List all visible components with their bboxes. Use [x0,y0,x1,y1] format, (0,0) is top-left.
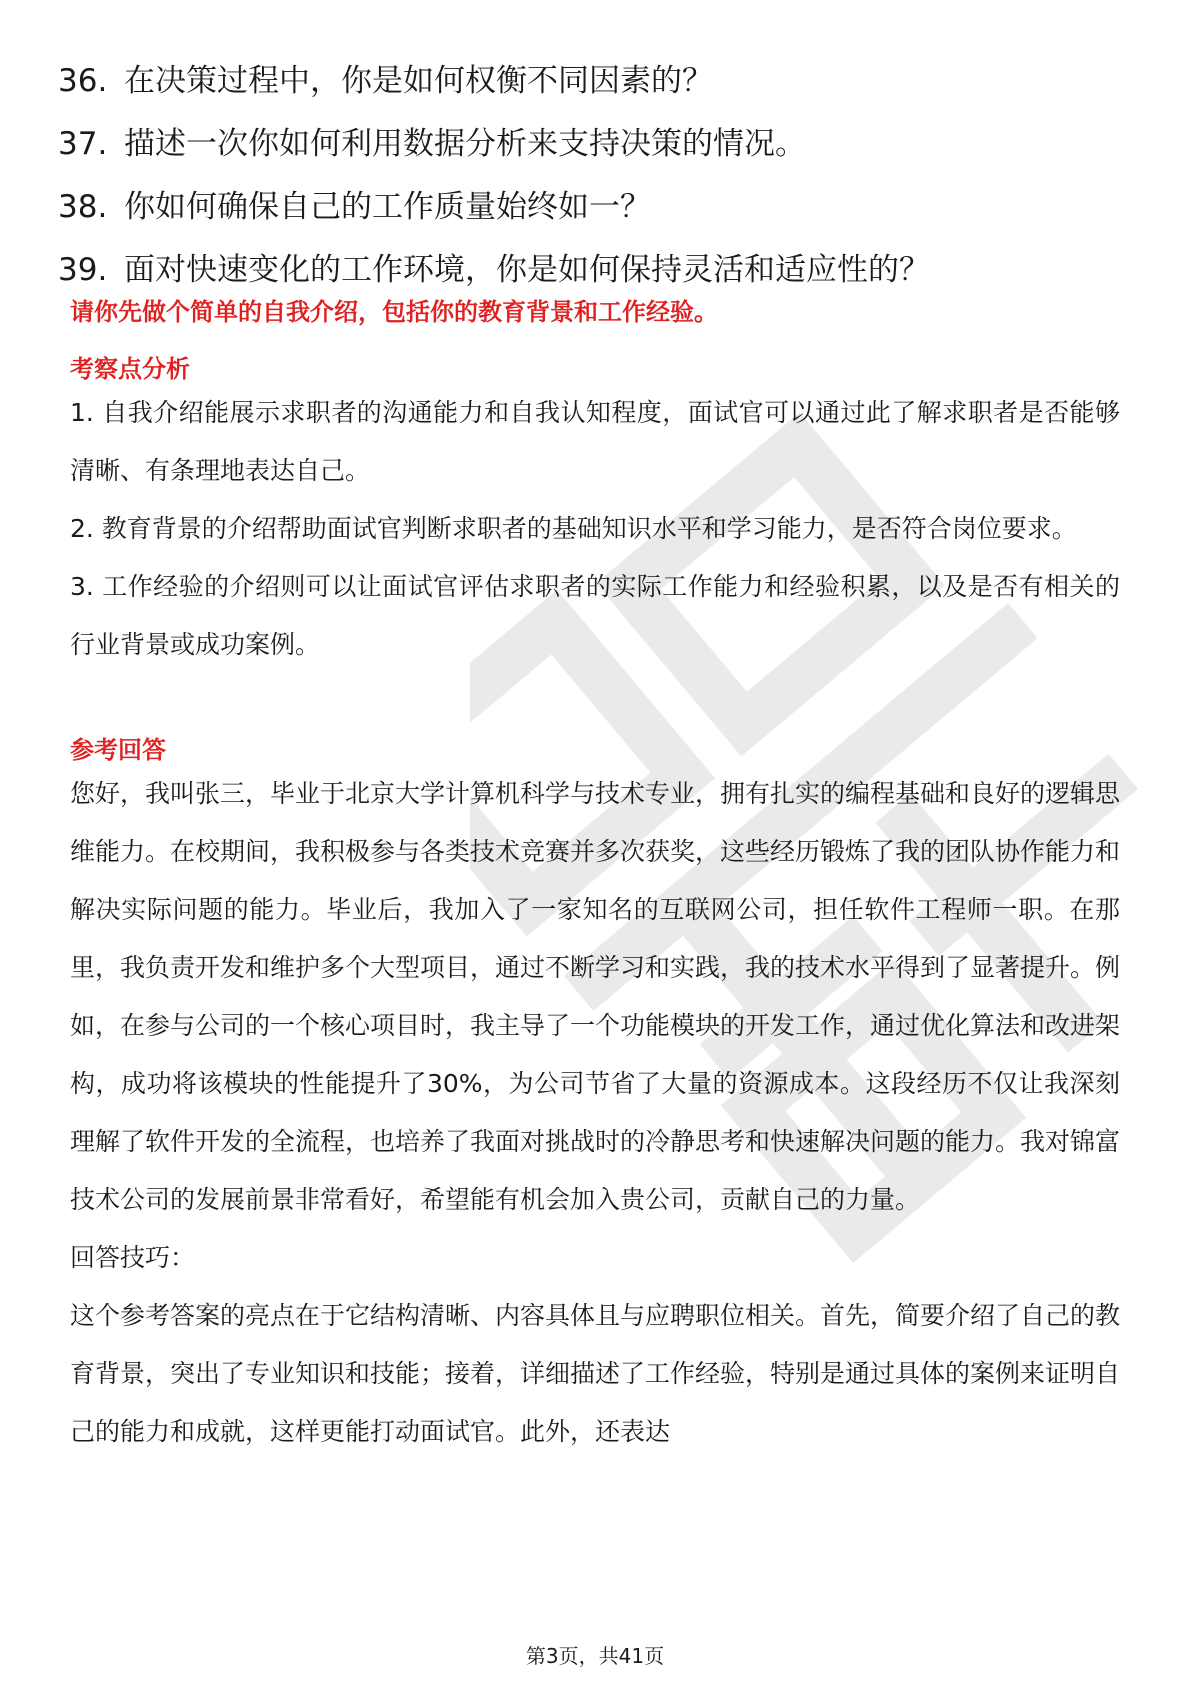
analysis-point: 1. 自我介绍能展示求职者的沟通能力和自我认知程度，面试官可以通过此了解求职者是否能够清晰、有条理地表达自己。 [70,398,1120,485]
main-question-heading: 请你先做个简单的自我介绍，包括你的教育背景和工作经验。 [70,298,718,326]
question-text: 面对快速变化的工作环境，你是如何保持灵活和适应性的？ [124,252,930,288]
analysis-point: 2. 教育背景的介绍帮助面试官判断求职者的基础知识水平和学习能力，是否符合岗位要求。 [70,514,1077,543]
question-text: 描述一次你如何利用数据分析来支持决策的情况。 [124,126,806,162]
question-number: 38. [58,189,108,225]
question-item [58,113,1138,176]
reference-answer-block [70,765,1120,1461]
analysis-point: 3. 工作经验的介绍则可以让面试官评估求职者的实际工作能力和经验积累，以及是否有相关的行业背景或成功案例。 [70,572,1120,659]
question-text: 你如何确保自己的工作质量始终如一？ [124,189,651,225]
reference-heading: 参考回答 [70,736,166,764]
question-number: 36. [58,63,108,99]
analysis-heading: 考察点分析 [70,355,190,383]
question-number: 37. [58,126,108,162]
tips-text: 这个参考答案的亮点在于它结构清晰、内容具体且与应聘职位相关。首先，简要介绍了自己的教育背景，突出了专业知识和技能；接着，详细描述了工作经验，特别是通过具体的案例来证明自己的能力和成就，这样更能打动面试官。此外，还表达 [70,1301,1121,1446]
question-list [58,50,1138,302]
analysis-points [70,384,1120,674]
tips-label: 回答技巧： [70,1243,196,1272]
question-item [58,50,1138,113]
question-item [58,176,1138,239]
question-number: 39. [58,252,108,288]
page-footer: 第3页，共41页 [525,1644,665,1668]
reference-answer: 您好，我叫张三，毕业于北京大学计算机科学与技术专业，拥有扎实的编程基础和良好的逻辑思维能力。在校期间，我积极参与各类技术竞赛并多次获奖，这些经历锻炼了我的团队协作能力和解决实际问题的能力。毕业后，我加入了一家知名的互联网公司，担任软件工程师一职。在那里，我负责开发和维护多个大型项目，通过不断学习和实践，我的技术水平得到了显著提升。例如，在参与公司的一个核心项目时，我主导了一个功能模块的开发工作，通过优化算法和改进架构，成功将该模块的性能提升了30%，为公司节省了大量的资源成本。这段经历不仅让我深刻理解了软件开发的全流程，也培养了我面对挑战时的冷静思考和快速解决问题的能力。我对锦富技术公司的发展前景非常看好，希望能有机会加入贵公司，贡献自己的力量。 [70,779,1121,1214]
question-text: 在决策过程中，你是如何权衡不同因素的？ [124,63,713,99]
